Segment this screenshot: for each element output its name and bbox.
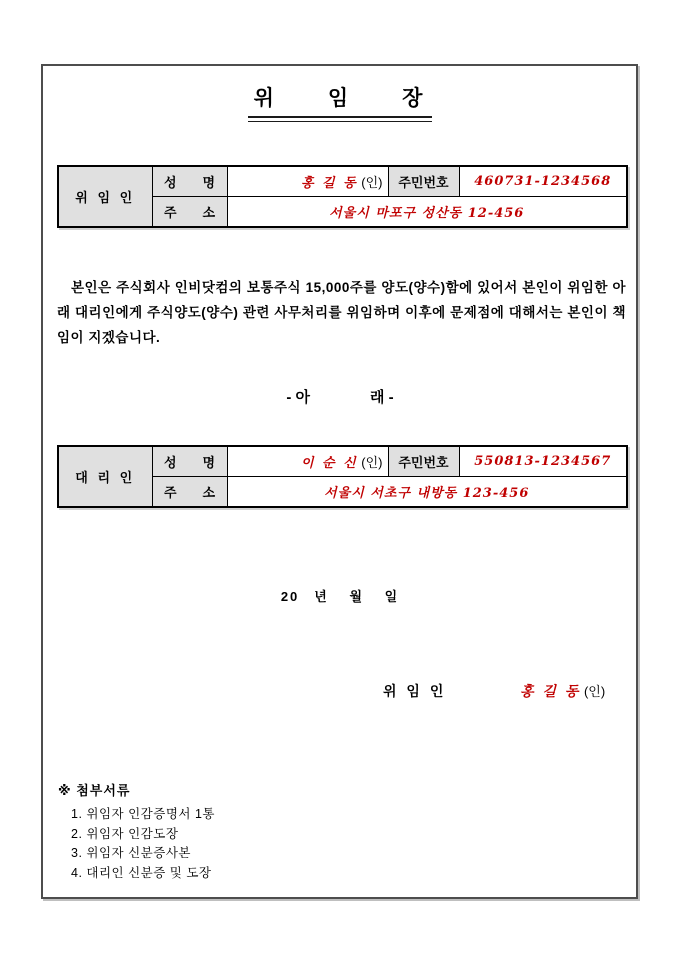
below-divider-heading: - 아 래 - bbox=[286, 389, 394, 406]
attachment-item: 4. 대리인 신분증 및 도장 bbox=[71, 865, 212, 880]
document-title: 위 임 장 bbox=[253, 87, 427, 110]
signature-name: 홍 길 동 bbox=[520, 684, 581, 700]
signature-name-group bbox=[520, 681, 605, 701]
agent-name-cell bbox=[227, 446, 388, 477]
agent-name-row bbox=[58, 446, 627, 477]
agent-table bbox=[57, 445, 628, 508]
signature-seal-mark: (인) bbox=[580, 684, 606, 699]
delegator-address-value: 서울시 마포구 성산동 12-456 bbox=[227, 197, 627, 228]
attachments-heading: ※ 첨부서류 bbox=[58, 783, 131, 798]
delegator-name-value: 홍 길 동 bbox=[300, 176, 358, 191]
attachments-list bbox=[58, 805, 458, 883]
agent-name-label: 성 명 bbox=[152, 446, 227, 477]
delegator-name-label: 성 명 bbox=[152, 166, 227, 197]
delegator-name-row bbox=[58, 166, 627, 197]
delegator-role-cell: 위 임 인 bbox=[58, 166, 152, 227]
agent-seal-mark: (인) bbox=[357, 455, 383, 470]
title-block bbox=[0, 82, 680, 122]
agent-id-label: 주민번호 bbox=[388, 446, 459, 477]
body-paragraph: 본인은 주식회사 인비닷컴의 보통주식 15,000주를 양도(양수)함에 있어서 본인이 위임한 아래 대리인에게 주식양도(양수) 관련 사무처리를 위임하며 이후에 문제점에 대해서는 본인이 책임이 지겠습니다. bbox=[57, 280, 626, 345]
delegator-name-cell bbox=[227, 166, 388, 197]
delegator-table bbox=[57, 165, 628, 228]
date-line: 20 년 월 일 bbox=[280, 589, 400, 604]
signature-label: 위 임 인 bbox=[383, 683, 447, 699]
signature-row bbox=[57, 681, 626, 701]
delegator-seal-mark: (인) bbox=[357, 175, 383, 190]
delegator-id-value: 460731-1234568 bbox=[459, 166, 627, 197]
agent-id-value: 550813-1234567 bbox=[459, 446, 627, 477]
agent-address-value: 서울시 서초구 내방동 123-456 bbox=[227, 477, 627, 508]
attachment-item: 2. 위임자 인감도장 bbox=[71, 826, 179, 841]
agent-name-value: 이 순 신 bbox=[300, 456, 358, 471]
delegator-address-label: 주 소 bbox=[152, 197, 227, 228]
title-double-underline bbox=[248, 116, 432, 122]
delegator-id-label: 주민번호 bbox=[388, 166, 459, 197]
agent-address-label: 주 소 bbox=[152, 477, 227, 508]
attachment-item: 3. 위임자 신분증사본 bbox=[71, 846, 191, 860]
agent-role-cell: 대 리 인 bbox=[58, 446, 152, 507]
attachments-section bbox=[58, 780, 458, 883]
attachment-item: 1. 위임자 인감증명서 1통 bbox=[71, 807, 215, 821]
